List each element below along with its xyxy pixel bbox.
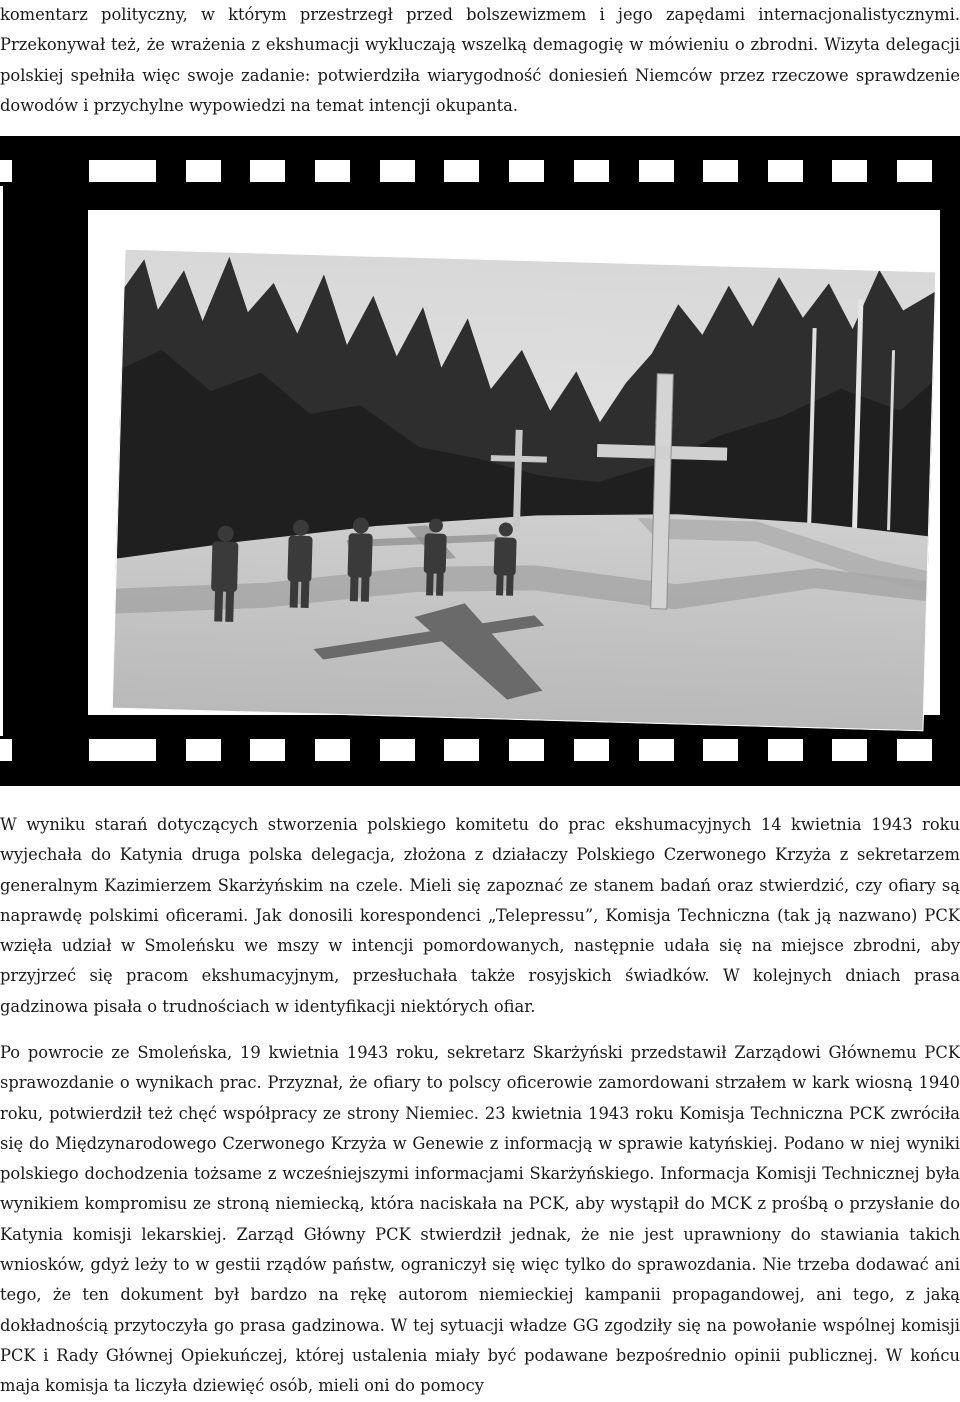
historical-photograph-icon [112,249,937,731]
film-perforations-bottom [0,739,960,761]
intro-paragraph: komentarz polityczny, w którym przestrzegł przed bolszewizmem i jego zapędami internacjonalistycznymi. Przekonywał też, że wrażenia z ekshumacji wykluczają wszelką demagogię w mówieniu o zbrodni. Wizyta delegacji polskiej spełniła więc swoje zadanie: potwierdziła wiarygodność doniesień Niemców przez rzeczowe sprawdzenie dowodów i przychylne wypowiedzi na temat intencji okupanta. [0,5,960,115]
body-paragraph: Po powrocie ze Smoleńska, 19 kwietnia 1943 roku, sekretarz Skarżyński przedstawił Zarządowi Głównemu PCK sprawozdanie o wynikach prac. Przyznał, że ofiary to polscy oficerowie zamordowani strzałem w kark wiosną 1940 roku, potwierdził też chęć współpracy ze strony Niemiec. 23 kwietnia 1943 roku Komisja Techniczna PCK zwróciła się do Międzynarodowego Czerwonego Krzyża w Genewie z informacją w sprawie katyńskiej. Podano w niej wyniki polskiego dochodzenia tożsame z wcześniejszymi informacjami Skarżyńskiego. Informacja Komisji Technicznej była wynikiem kompromisu ze stroną niemiecką, która naciskała na PCK, aby wystąpił do MCK z prośbą o przysłanie do Katynia komisji lekarskiej. Zarząd Główny PCK stwierdził jednak, że nie jest uprawniony do stawiania takich wniosków, gdyż leży to w gestii rządów państw, ograniczył się więc tylko do sprawozdania. Nie trzeba dodawać ani tego, że ten dokument był bardzo na rękę autorom niemieckiej kampanii propagandowej, ani tego, z jaką dokładnością przytoczyła go prasa gadzinowa. W tej sytuacji władze GG zgodziły się na powołanie wspólnej komisji PCK i Rady Głównej Opiekuńczej, której ustalenia miały być podawane bezpośrednio opinii publicznej. W końcu maja komisja ta liczyła dziewięć osób, mieli oni do pomocy [0,1043,960,1396]
film-perforations-top [0,160,960,182]
film-edge [0,186,3,736]
body-paragraph: W wyniku starań dotyczących stworzenia polskiego komitetu do prac ekshumacyjnych 14 kwietnia 1943 roku wyjechała do Katynia druga polska delegacja, złożona z działaczy Polskiego Czerwonego Krzyża z sekretarzem generalnym Kazimierzem Skarżyńskim na czele. Mieli się zapoznać ze stanem badań oraz stwierdzić, czy ofiary są naprawdę polskimi oficerami. Jak donosili korespondenci „Telepressu”, Komisja Techniczna (tak ją nazwano) PCK wzięła udział w Smoleńsku we mszy w intencji pomordowanych, następnie udała się na miejsce zbrodni, aby przyjrzeć się pracom ekshumacyjnym, przesłuchała także rosyjskich świadków. W kolejnych dniach prasa gadzinowa pisała o trudnościach w identyfikacji niektórych ofiar. [0,815,960,1016]
